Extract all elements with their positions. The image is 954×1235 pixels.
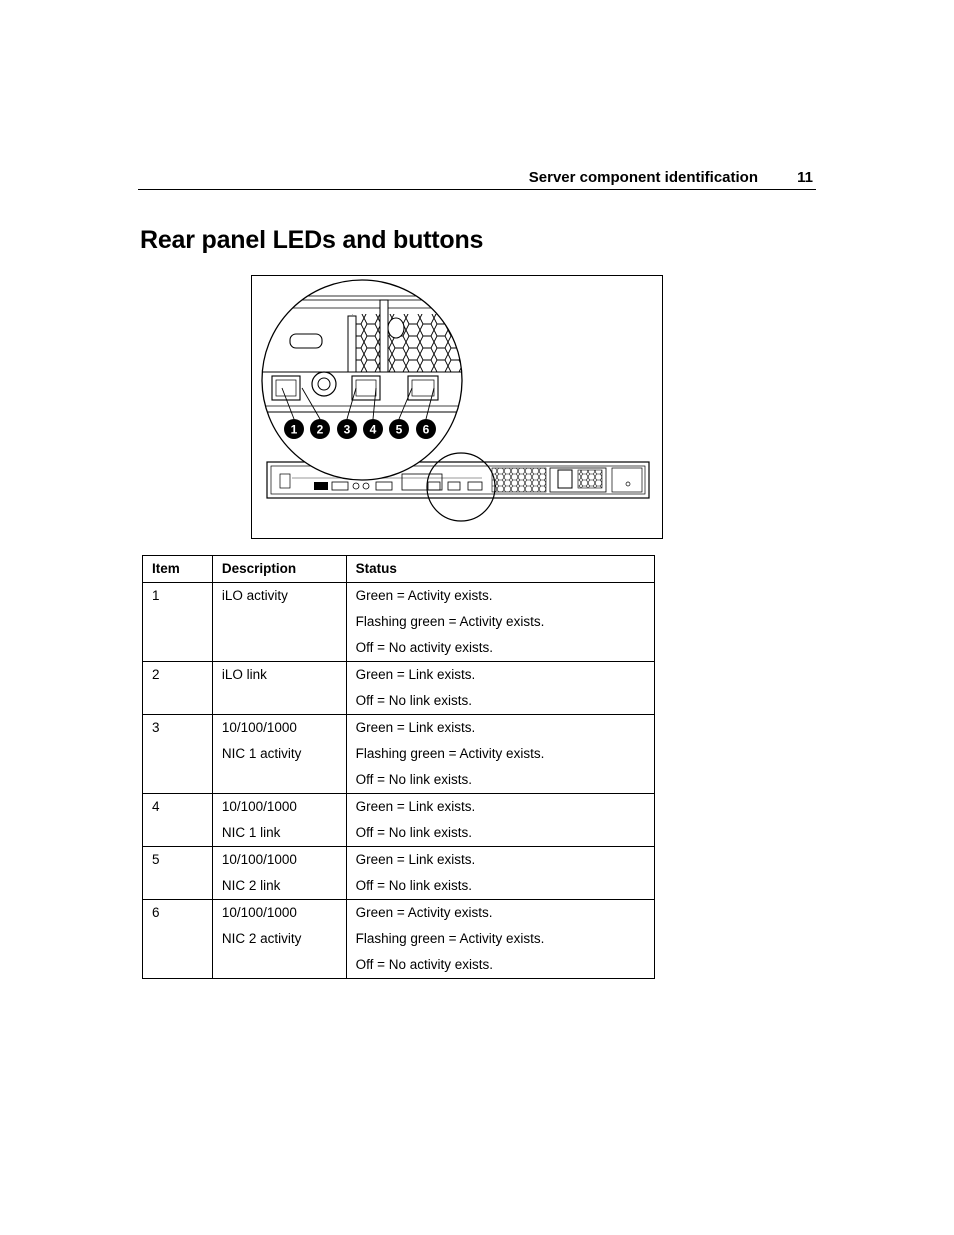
item-number: 2 — [152, 667, 160, 682]
description-line: NIC 2 activity — [221, 931, 302, 946]
status-line: Green = Activity exists. — [355, 905, 493, 920]
table-row — [143, 583, 655, 662]
led-status-table — [142, 555, 655, 979]
status-line: Off = No link exists. — [355, 878, 473, 893]
table-row — [143, 847, 655, 900]
status-line: Green = Link exists. — [355, 799, 476, 814]
table-header-row — [143, 556, 655, 583]
magnified-detail — [262, 280, 482, 480]
section-title: Server component identification — [528, 169, 758, 186]
callout-4 — [363, 419, 383, 439]
cell-status — [346, 794, 654, 847]
cell-description — [212, 662, 346, 715]
callout-5-label: 5 — [395, 422, 403, 437]
callout-1 — [284, 419, 304, 439]
description-line: NIC 1 link — [221, 825, 281, 840]
item-number: 3 — [152, 720, 160, 735]
cell-description — [212, 583, 346, 662]
item-number: 4 — [152, 799, 160, 814]
cell-description — [212, 794, 346, 847]
cell-description — [212, 847, 346, 900]
column-header-description: Description — [212, 556, 346, 583]
table-row — [143, 900, 655, 979]
status-line: Off = No activity exists. — [355, 957, 494, 972]
cell-description — [212, 900, 346, 979]
rear-panel-illustration — [252, 276, 662, 538]
status-line: Off = No activity exists. — [355, 640, 494, 655]
cell-status — [346, 715, 654, 794]
table-row — [143, 794, 655, 847]
cell-item — [143, 715, 213, 794]
description-line: 10/100/1000 — [221, 799, 297, 814]
description-line: iLO activity — [221, 588, 288, 603]
status-line: Flashing green = Activity exists. — [355, 614, 545, 629]
item-number: 6 — [152, 905, 160, 920]
description-line: 10/100/1000 — [221, 720, 297, 735]
cell-item — [143, 847, 213, 900]
status-line: Green = Link exists. — [355, 667, 476, 682]
cell-item — [143, 662, 213, 715]
status-line: Off = No link exists. — [355, 693, 473, 708]
cell-item — [143, 583, 213, 662]
table-row — [143, 662, 655, 715]
status-line: Flashing green = Activity exists. — [355, 746, 545, 761]
description-line: 10/100/1000 — [221, 852, 297, 867]
status-line: Off = No link exists. — [355, 772, 473, 787]
description-line: NIC 1 activity — [221, 746, 302, 761]
cell-status — [346, 900, 654, 979]
cell-status — [346, 583, 654, 662]
description-line: NIC 2 link — [221, 878, 281, 893]
status-line: Green = Activity exists. — [355, 588, 493, 603]
callout-6-label: 6 — [422, 422, 430, 437]
column-header-status: Status — [346, 556, 654, 583]
callout-6 — [416, 419, 436, 439]
callout-1-label: 1 — [290, 422, 298, 437]
column-header-item: Item — [143, 556, 213, 583]
callout-2 — [310, 419, 330, 439]
callout-5 — [389, 419, 409, 439]
page-title: Rear panel LEDs and buttons — [140, 226, 484, 254]
item-number: 1 — [152, 588, 160, 603]
status-line: Green = Link exists. — [355, 720, 476, 735]
running-header — [138, 168, 816, 190]
table-row — [143, 715, 655, 794]
status-line: Flashing green = Activity exists. — [355, 931, 545, 946]
item-number: 5 — [152, 852, 160, 867]
description-line: iLO link — [221, 667, 267, 682]
page-number: 11 — [797, 169, 813, 186]
callout-4-label: 4 — [369, 422, 377, 437]
cell-status — [346, 847, 654, 900]
table-body — [143, 583, 655, 979]
callout-3-label: 3 — [343, 422, 351, 437]
cell-item — [143, 794, 213, 847]
cell-description — [212, 715, 346, 794]
cell-status — [346, 662, 654, 715]
status-line: Off = No link exists. — [355, 825, 473, 840]
status-line: Green = Link exists. — [355, 852, 476, 867]
callout-3 — [337, 419, 357, 439]
cell-item — [143, 900, 213, 979]
callout-2-label: 2 — [316, 422, 324, 437]
description-line: 10/100/1000 — [221, 905, 297, 920]
rear-panel-figure — [251, 275, 663, 539]
